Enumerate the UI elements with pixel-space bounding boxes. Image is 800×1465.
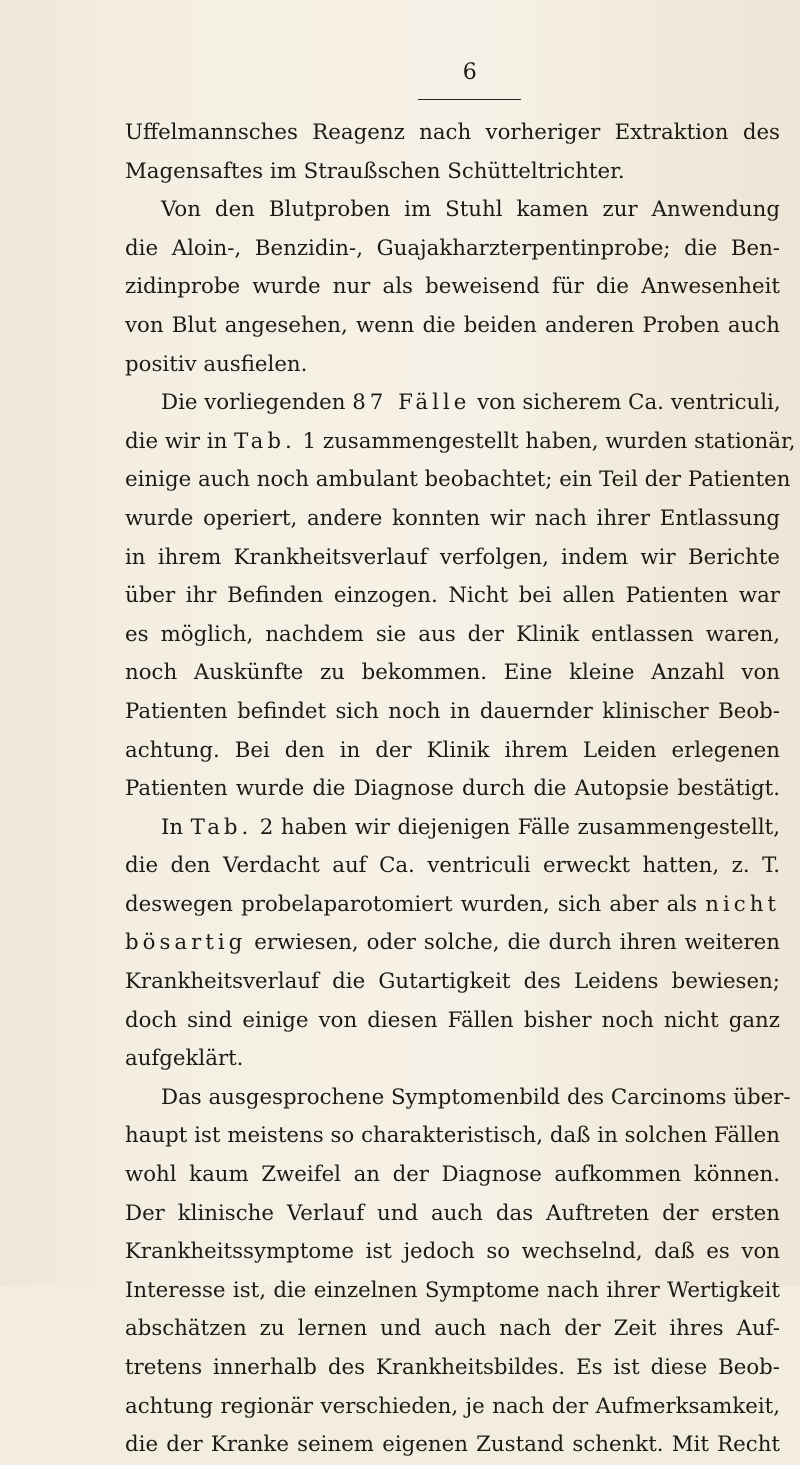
text-line: einige auch noch ambulant beobachtet; ein Teil der Patienten xyxy=(125,467,791,493)
text-line: achtung. Bei den in der Klinik ihrem Leiden erlegenen xyxy=(125,737,780,763)
text-line: noch Auskünfte zu bekommen. Eine kleine Anzahl von xyxy=(125,660,780,686)
body-text xyxy=(125,114,796,1465)
emphasis: Tab. xyxy=(234,428,296,454)
text-line: die den Verdacht auf Ca. ventriculi erweckt hatten, z. T. xyxy=(125,853,780,879)
text-line: in ihrem Krankheitsverlauf verfolgen, indem wir Berichte xyxy=(125,544,780,570)
text-line: positiv ausfielen. xyxy=(125,351,308,377)
text-line: Patienten befindet sich noch in dauernder klinischer Beob- xyxy=(125,698,780,724)
text-line: abschätzen zu lernen und auch nach der Zeit ihres Auf- xyxy=(125,1316,780,1342)
emphasis: 87 Fälle xyxy=(352,390,471,416)
text-line: zidinprobe wurde nur als beweisend für die Anwesenheit xyxy=(125,274,780,300)
text-line: Das ausgesprochene Symptomenbild des Carcinoms über- xyxy=(161,1084,791,1110)
page-number: 6 xyxy=(462,60,478,85)
text-line: Krankheitsverlauf die Gutartigkeit des Leidens bewiesen; xyxy=(125,969,780,995)
text-line: tretens innerhalb des Krankheitsbildes. Es ist diese Beob- xyxy=(125,1355,780,1380)
text-line: In Tab. 2 haben wir diejenigen Fälle zusammengestellt, xyxy=(161,814,780,840)
page-number-rule xyxy=(418,99,521,100)
text-line: es möglich, nachdem sie aus der Klinik entlassen waren, xyxy=(125,621,780,647)
text-line: Patienten wurde die Diagnose durch die Autopsie bestätigt. xyxy=(125,776,780,802)
text-line: wohl kaum Zweifel an der Diagnose aufkommen können. xyxy=(125,1162,780,1188)
text-line: Magensaftes im Straußschen Schütteltrichter. xyxy=(125,158,625,184)
text-line: von Blut angesehen, wenn die beiden anderen Proben auch xyxy=(125,312,780,338)
emphasis: nicht xyxy=(705,891,780,917)
text-line: die wir in Tab. 1 zusammengestellt haben, wurden stationär, xyxy=(125,428,796,454)
text-line: Die vorliegenden 87 Fälle von sicherem Ca. ventriculi, xyxy=(161,390,781,416)
text-line: haupt ist meistens so charakteristisch, daß in solchen Fällen xyxy=(125,1123,780,1149)
text-line: achtung regionär verschieden, je nach der Aufmerksamkeit, xyxy=(125,1393,780,1419)
text-line: Krankheitssymptome ist jedoch so wechselnd, daß es von xyxy=(125,1239,780,1265)
text-line: Uffelmannsches Reagenz nach vorheriger Extraktion des xyxy=(125,120,780,145)
text-line: die der Kranke seinem eigenen Zustand schenkt. Mit Recht xyxy=(125,1432,780,1458)
emphasis: bösartig xyxy=(125,930,247,956)
text-line: wurde operiert, andere konnten wir nach ihrer Entlassung xyxy=(125,505,780,531)
text-line: aufgeklärt. xyxy=(125,1046,244,1072)
text-line: Der klinische Verlauf und auch das Auftreten der ersten xyxy=(125,1200,780,1226)
text-line: Von den Blutproben im Stuhl kamen zur Anwendung xyxy=(161,197,780,223)
text-line: Interesse ist, die einzelnen Symptome nach ihrer Wertigkeit xyxy=(125,1277,780,1303)
text-line: über ihr Befinden einzogen. Nicht bei allen Patienten war xyxy=(125,583,780,609)
text-line: die Aloin-, Benzidin-, Guajakharzterpentinprobe; die Ben- xyxy=(125,235,780,261)
text-line: bösartig erwiesen, oder solche, die durch ihren weiteren xyxy=(125,930,780,956)
text-line: doch sind einige von diesen Fällen bisher noch nicht ganz xyxy=(125,1007,780,1033)
emphasis: Tab. xyxy=(190,814,253,840)
text-line: deswegen probelaparotomiert wurden, sich aber als nicht xyxy=(125,891,780,917)
